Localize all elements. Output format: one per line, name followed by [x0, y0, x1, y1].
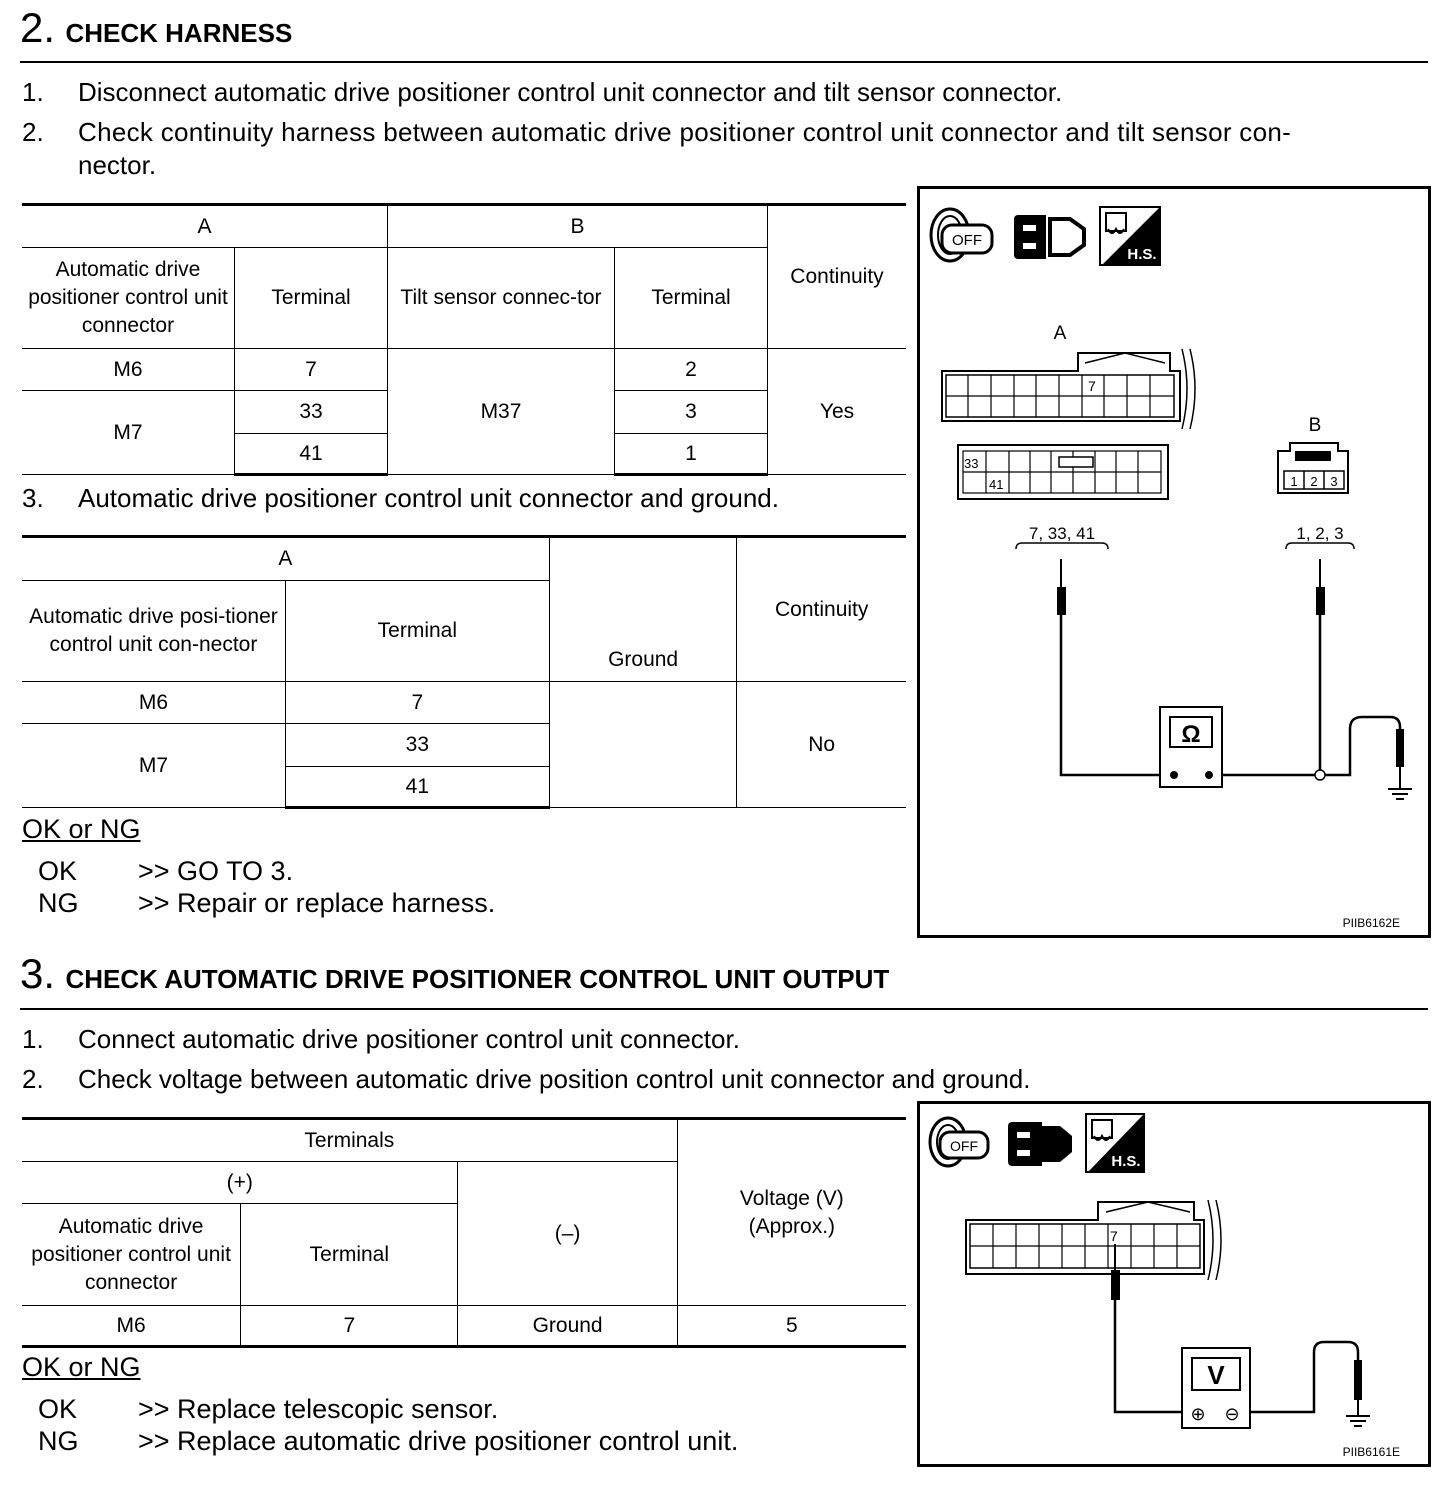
- plus-terminal-icon: ⊕: [1190, 1404, 1206, 1424]
- section-3-number: 3.: [20, 950, 56, 997]
- section-2-result-ok: OK >> GO TO 3.: [38, 856, 294, 886]
- harness-sign-icon: [1086, 1114, 1144, 1172]
- section-2-number: 2.: [20, 4, 56, 51]
- section-2-rule: [20, 61, 1428, 63]
- connector-b: [1278, 443, 1348, 493]
- voltmeter: [1182, 1348, 1250, 1428]
- lead-a-pins-label: 7, 33, 41: [1028, 524, 1096, 543]
- connector-a-lower: [958, 445, 1168, 499]
- ohmmeter: [1160, 707, 1222, 787]
- svg-text:H.S.: H.S.: [1127, 246, 1157, 263]
- svg-text:41: 41: [989, 477, 1004, 492]
- continuity-table-ground: A Ground Continuity Automatic drive posi-tioner control unit con-nector Terminal M6 7 No M7 33 41: [22, 535, 906, 809]
- svg-text:33: 33: [964, 456, 979, 471]
- svg-text:V: V: [1207, 1360, 1225, 1390]
- svg-text:Ω: Ω: [1181, 721, 1201, 748]
- svg-text:OFF: OFF: [950, 1138, 978, 1154]
- connector-a-label: A: [1053, 323, 1067, 344]
- connector-harness-side: [966, 1200, 1221, 1280]
- connector-connected-icon: [1008, 1122, 1072, 1166]
- section-3-result-ok: OK >> Replace telescopic sensor.: [38, 1394, 499, 1424]
- voltage-table: Terminals Voltage (V) (Approx.) (+) (–) Automatic drive positioner control unit connector Terminal M6 7 Ground 5: [22, 1117, 906, 1348]
- probe-leads: [1057, 559, 1412, 799]
- section-3-rule: [20, 1008, 1428, 1010]
- section-3-step-2: 2. Check voltage between automatic drive position control unit connector and ground.: [22, 1064, 1031, 1094]
- svg-text:7: 7: [1110, 1228, 1118, 1244]
- connector-disconnected-icon: [1014, 215, 1084, 259]
- connector-b-label: B: [1308, 415, 1322, 436]
- voltage-check-figure: [917, 1101, 1431, 1467]
- ignition-off-icon: [930, 1118, 988, 1166]
- svg-text:OFF: OFF: [952, 232, 982, 249]
- lead-b-bracket: [1286, 543, 1354, 549]
- section-2-step-1: 1. Disconnect automatic drive positioner control unit connector and tilt sensor connector.: [22, 77, 1063, 107]
- section-3-heading: [20, 950, 889, 998]
- section-2-result-ng: NG >> Repair or replace harness.: [38, 888, 496, 918]
- harness-check-diagram: [920, 189, 1428, 935]
- figure-code: PIIB6162E: [1342, 916, 1400, 930]
- section-2-heading: [20, 4, 292, 52]
- ignition-off-icon: [931, 209, 992, 261]
- section-2-okng-heading: OK or NG: [22, 814, 141, 844]
- connector-a-harness-side: [942, 349, 1195, 429]
- harness-check-figure: [917, 186, 1431, 938]
- section-3-title: CHECK AUTOMATIC DRIVE POSITIONER CONTROL UNIT OUTPUT: [65, 964, 890, 994]
- section-3-okng-heading: OK or NG: [22, 1352, 141, 1382]
- minus-terminal-icon: ⊖: [1224, 1404, 1240, 1424]
- section-3-step-1: 1. Connect automatic drive positioner control unit connector.: [22, 1024, 740, 1054]
- figure-code: PIIB6161E: [1342, 1445, 1400, 1459]
- svg-text:2: 2: [1310, 474, 1318, 489]
- section-2-title: CHECK HARNESS: [65, 18, 293, 48]
- svg-text:7: 7: [1088, 378, 1096, 394]
- section-2-step-3: 3. Automatic drive positioner control unit connector and ground.: [22, 483, 779, 513]
- lead-a-bracket: [1016, 543, 1108, 549]
- svg-text:1: 1: [1290, 474, 1298, 489]
- section-3-result-ng: NG >> Replace automatic drive positioner control unit.: [38, 1426, 739, 1456]
- lead-b-pins-label: 1, 2, 3: [1296, 524, 1344, 543]
- svg-text:H.S.: H.S.: [1111, 1153, 1141, 1170]
- continuity-table-harness: A B Continuity Automatic drive positioner control unit connector Terminal Tilt sensor connec-tor Terminal M6 7 M37 2 Yes M7 33 3 41 1: [22, 203, 906, 476]
- harness-sign-icon: [1100, 207, 1160, 265]
- svg-text:3: 3: [1330, 474, 1338, 489]
- voltage-check-diagram: [920, 1104, 1428, 1464]
- section-2-step-2: 2. Check continuity harness between automatic drive positioner control unit connector and tilt sensor con- nector.: [22, 117, 1292, 180]
